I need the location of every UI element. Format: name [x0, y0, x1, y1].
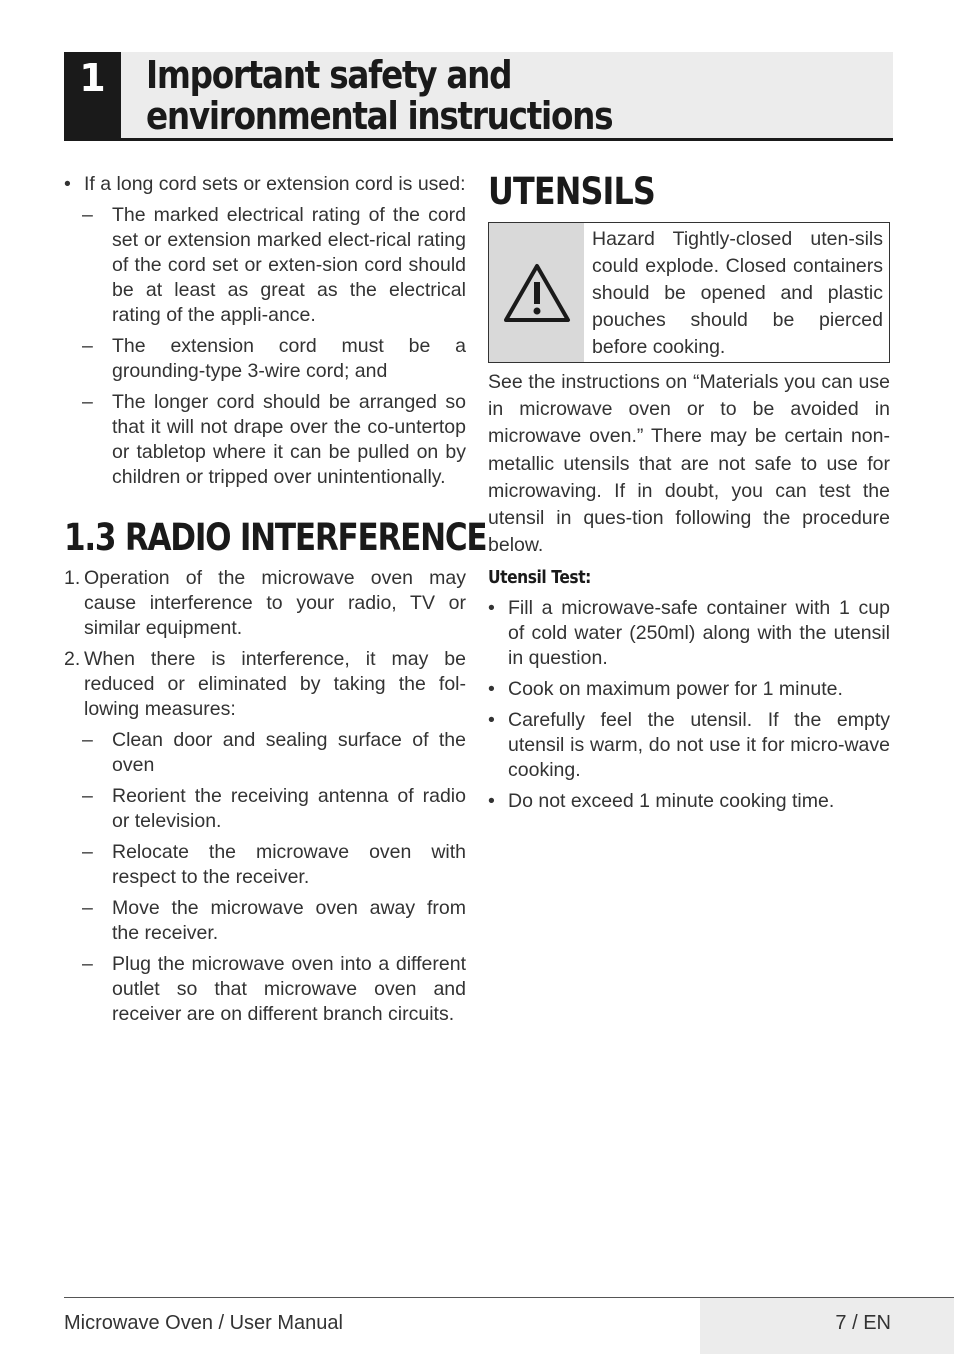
- footer-page-number: 7 / EN: [835, 1312, 891, 1334]
- radio-item: [64, 647, 466, 722]
- measure-item: – Reorient the receiving antenna of radio or television.: [64, 784, 466, 834]
- test-item: • Do not exceed 1 minute cooking time.: [488, 789, 890, 814]
- measure-item: – Move the microwave oven away from the receiver.: [64, 896, 466, 946]
- radio-item-text: When there is interference, it may be reduced or eliminated by taking the fol-lowing measures:: [84, 648, 466, 720]
- hazard-box: [488, 222, 890, 363]
- test-item: • Carefully feel the utensil. If the empty utensil is warm, do not use it for micro-wave cooking.: [488, 708, 890, 783]
- radio-item: [64, 566, 466, 641]
- cord-item: – The extension cord must be a grounding-type 3-wire cord; and: [64, 334, 466, 384]
- utensil-test-heading: Utensil Test:: [488, 567, 591, 589]
- measure-item: – Plug the microwave oven into a different outlet so that microwave oven and receiver are on different branch circuits.: [64, 952, 466, 1027]
- warning-triangle-icon: [502, 262, 572, 324]
- test-item: • Fill a microwave-safe container with 1 cup of cold water (250ml) along with the utensil in question.: [488, 596, 890, 671]
- cord-intro: • If a long cord sets or extension cord is used:: [64, 172, 466, 197]
- radio-item-text: Operation of the microwave oven may cause interference to your radio, TV or similar equipment.: [84, 567, 466, 639]
- utensils-heading: UTENSILS: [488, 170, 655, 213]
- radio-item-number: 2.: [64, 648, 81, 670]
- chapter-number: 1: [64, 52, 121, 141]
- right-column: [488, 172, 890, 814]
- measure-item: – Relocate the microwave oven with respect to the receiver.: [64, 840, 466, 890]
- radio-interference-heading: 1.3 RADIO INTERFERENCE: [64, 516, 487, 559]
- test-item: • Cook on maximum power for 1 minute.: [488, 677, 890, 702]
- hazard-icon-cell: [489, 223, 584, 362]
- chapter-title: Important safety and environmental instructions: [146, 53, 613, 138]
- measure-item: – Clean door and sealing surface of the oven: [64, 728, 466, 778]
- cord-item: – The longer cord should be arranged so that it will not drape over the co-untertop or tabletop where it can be pulled on by children or tripped over unintentionally.: [64, 390, 466, 490]
- utensils-body: See the instructions on “Materials you can use in microwave oven or to be avoided in microwave oven.” There may be certain non-metallic utensils that are not safe to use for microwaving. If in doubt, you can test the utensil in ques-tion following the procedure below.: [488, 371, 890, 557]
- radio-item-number: 1.: [64, 567, 81, 589]
- hazard-text: Hazard Tightly-closed uten-sils could explode. Closed containers should be opened and plastic pouches should be pierced before cooking.: [592, 228, 883, 358]
- footer-manual-title: Microwave Oven / User Manual: [64, 1312, 343, 1334]
- cord-item: – The marked electrical rating of the cord set or extension marked elect-rical rating of the cord set or exten-sion cord should be at least as great as the electrical rating of the appli-ance.: [64, 203, 466, 328]
- left-column: [64, 172, 487, 1027]
- chapter-header: [64, 52, 893, 141]
